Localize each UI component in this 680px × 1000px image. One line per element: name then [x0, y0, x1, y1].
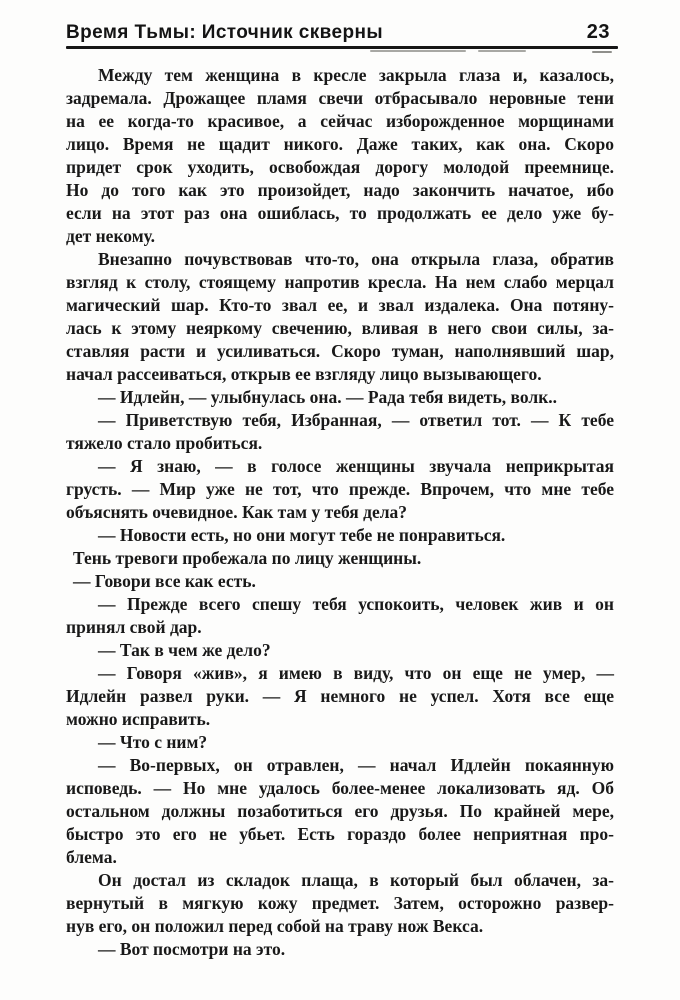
paragraph	[66, 455, 614, 524]
scan-artifact-dash	[592, 51, 612, 53]
text-line: Идлейн развел руки. — Я немного не успел. Хотя все еще	[66, 686, 614, 706]
text-line: принял свой дар.	[66, 617, 202, 637]
paragraph	[66, 64, 614, 248]
text-line: на ее когда-то красивое, а сейчас изборожденное морщинами	[66, 111, 614, 131]
text-line: — Говори все как есть.	[73, 571, 256, 591]
running-head	[66, 20, 618, 44]
text-line: Между тем женщина в кресле закрыла глаза и, казалось,	[98, 65, 614, 85]
paragraph	[66, 593, 614, 639]
text-line: — Новости есть, но они могут тебе не понравиться.	[98, 525, 506, 545]
paragraph	[66, 524, 614, 547]
text-line: — Прежде всего спешу тебя успокоить, человек жив и он	[98, 594, 614, 614]
text-line: объяснять очевидное. Как там у тебя дела?	[66, 502, 408, 522]
text-line: взгляд к столу, стоящему напротив кресла. На нем слабо мерцал	[66, 272, 614, 292]
text-line: если на этот раз она ошиблась, то продолжать ее дело уже бу-	[66, 203, 614, 223]
text-line: остальном должны позаботиться его друзья. По крайней мере,	[66, 801, 614, 821]
text-line: Но до того как это произойдет, надо закончить начатое, ибо	[66, 180, 614, 200]
paragraph	[66, 639, 614, 662]
text-line: начал рассеиваться, открыв ее взгляду лицо вызывающего.	[66, 364, 542, 384]
paragraph	[66, 570, 614, 593]
text-line: исповедь. — Но мне удалось более-менее локализовать яд. Об	[66, 778, 614, 798]
text-line: лась к этому неяркому свечению, вливая в него свои силы, за-	[66, 318, 614, 338]
paragraph	[66, 409, 614, 455]
text-line: — Что с ним?	[98, 732, 208, 752]
text-line: Тень тревоги пробежала по лицу женщины.	[73, 548, 422, 568]
header-rule	[66, 46, 618, 49]
scan-artifact-dash	[478, 50, 526, 52]
text-line: магический шар. Кто-то звал ее, и звал издалека. Она потяну-	[66, 295, 614, 315]
text-line: нув его, он положил перед собой на траву нож Векса.	[66, 916, 484, 936]
paragraph	[66, 731, 614, 754]
text-line: быстро это его не убьет. Есть гораздо более неприятная про-	[66, 824, 614, 844]
text-line: дет некому.	[66, 226, 156, 246]
text-line: — Так в чем же дело?	[98, 640, 271, 660]
scan-artifact-dash	[370, 50, 466, 52]
text-line: Внезапно почувствовав что-то, она открыла глаза, обратив	[98, 249, 614, 269]
paragraph	[66, 386, 614, 409]
paragraph	[66, 754, 614, 869]
text-line: задремала. Дрожащее пламя свечи отбрасывало неровные тени	[66, 88, 614, 108]
text-line: лицо. Время не щадит никого. Даже таких, как она. Скоро	[66, 134, 614, 154]
paragraph	[66, 938, 614, 961]
text-line: — Я знаю, — в голосе женщины звучала неприкрытая	[98, 456, 614, 476]
text-line: придет срок уходить, освобождая дорогу молодой преемнице.	[66, 157, 614, 177]
text-line: — Говоря «жив», я имею в виду, что он еще не умер, —	[98, 663, 614, 683]
text-line: — Вот посмотри на это.	[98, 939, 286, 959]
paragraph	[66, 248, 614, 386]
text-line: вернутый в мягкую кожу предмет. Затем, осторожно развер-	[66, 893, 614, 913]
text-line: грусть. — Мир уже не тот, что прежде. Впрочем, что мне тебе	[66, 479, 614, 499]
text-line: — Приветствую тебя, Избранная, — ответил тот. — К тебе	[98, 410, 614, 430]
text-line: блема.	[66, 847, 117, 867]
text-line: можно исправить.	[66, 709, 211, 729]
page-body	[66, 64, 614, 961]
text-line: Он достал из складок плаща, в который был облачен, за-	[98, 870, 614, 890]
paragraph	[66, 662, 614, 731]
text-line: — Идлейн, — улыбнулась она. — Рада тебя видеть, волк..	[98, 387, 558, 407]
page-number: 23	[586, 21, 610, 43]
paragraph	[66, 547, 614, 570]
text-line: — Во-первых, он отравлен, — начал Идлейн покаянную	[98, 755, 614, 775]
paragraph	[66, 869, 614, 938]
text-line: ставляя расти и усиливаться. Скоро туман, наполнявший шар,	[66, 341, 614, 361]
text-line: тяжело стало пробиться.	[66, 433, 263, 453]
book-title: Время Тьмы: Источник скверны	[66, 22, 383, 43]
